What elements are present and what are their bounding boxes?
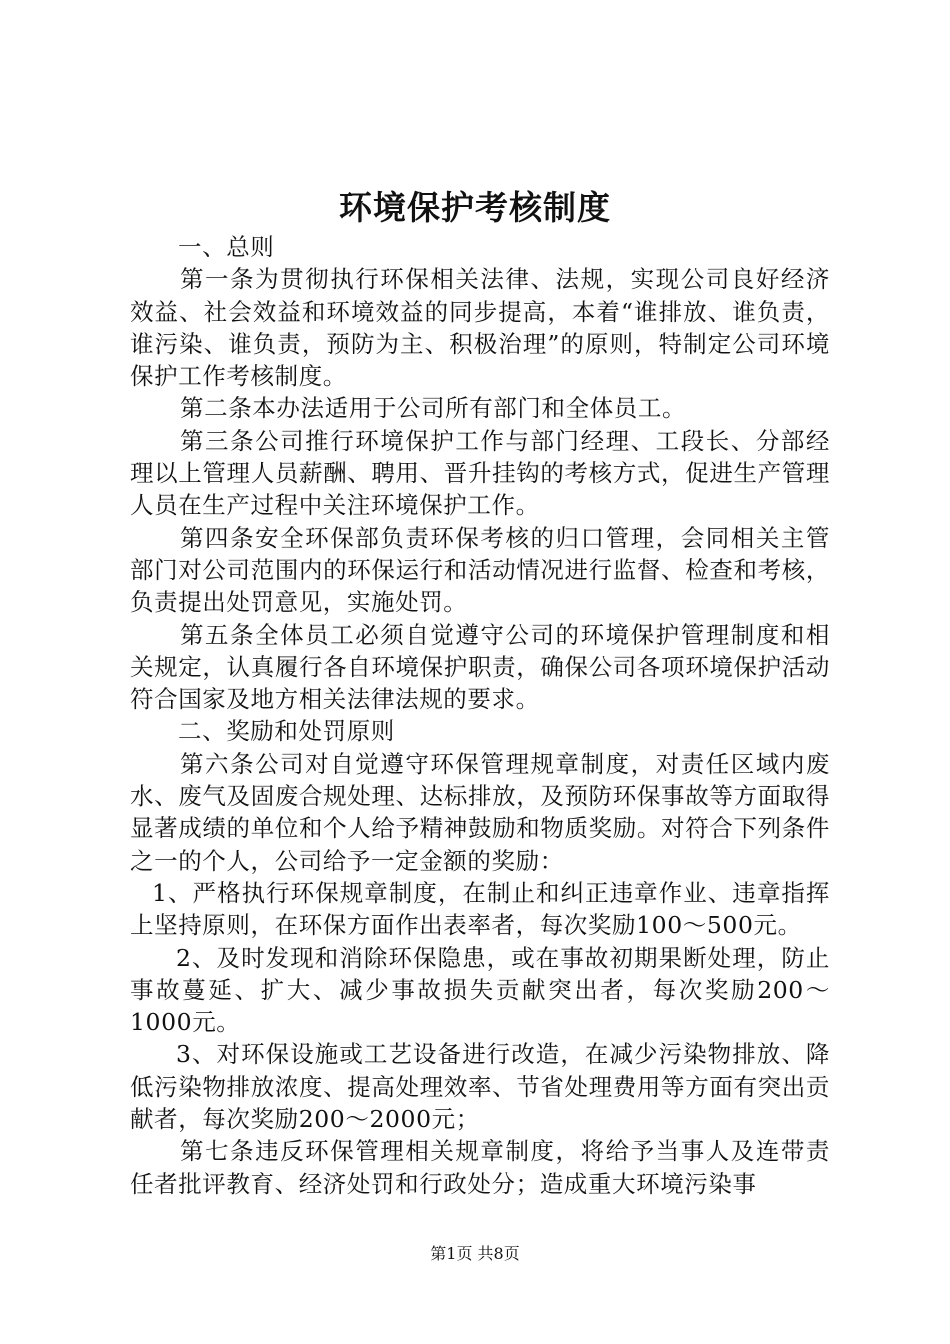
section-heading-rewards: 二、奖励和处罚原则: [178, 717, 395, 746]
article-5: 第五条全体员工必须自觉遵守公司的环境保护管理制度和相关规定，认真履行各自环境保护职责，确保公司各项环境保护活动符合国家及地方相关法律法规的要求。: [130, 620, 830, 714]
section-heading-general: 一、总则: [178, 233, 275, 261]
article-4: 第四条安全环保部负责环保考核的归口管理，会同相关主管部门对公司范围内的环保运行和活动情况进行监督、检查和考核，负责提出处罚意见，实施处罚。: [130, 523, 830, 617]
page-footer: 第1页 共8页: [430, 1244, 520, 1263]
document-title: 环境保护考核制度: [339, 188, 611, 227]
article-2: 第二条本办法适用于公司所有部门和全体员工。: [180, 394, 687, 423]
document-body: [130, 231, 830, 1200]
article-6: 第六条公司对自觉遵守环保管理规章制度，对责任区域内废水、废气及固废合规处理、达标排放，及预防环保事故等方面取得显著成绩的单位和个人给予精神鼓励和物质奖励。对符合下列条件之一的个人，公司给予一定金额的奖励：: [130, 749, 830, 875]
article-3: 第三条公司推行环境保护工作与部门经理、工段长、分部经理以上管理人员薪酬、聘用、晋升挂钩的考核方式，促进生产管理人员在生产过程中关注环境保护工作。: [130, 426, 830, 520]
article-1: 第一条为贯彻执行环保相关法律、法规，实现公司良好经济效益、社会效益和环境效益的同步提高，本着“谁排放、谁负责，谁污染、谁负责，预防为主、积极治理”的原则，特制定公司环境保护工作考核制度。: [130, 265, 830, 391]
article-7: 第七条违反环保管理相关规章制度，将给予当事人及连带责任者批评教育、经济处罚和行政处分；造成重大环境污染事: [130, 1137, 830, 1198]
reward-item-1: 1、严格执行环保规章制度，在制止和纠正违章作业、违章指挥上坚持原则，在环保方面作出表率者，每次奖励100～500元。: [130, 878, 830, 940]
reward-item-2: 2、及时发现和消除环保隐患，或在事故初期果断处理，防止事故蔓延、扩大、减少事故损失贡献突出者，每次奖励200～1000元。: [130, 943, 830, 1037]
reward-item-3: 3、对环保设施或工艺设备进行改造，在减少污染物排放、降低污染物排放浓度、提高处理效率、节省处理费用等方面有突出贡献者，每次奖励200～2000元；: [130, 1040, 830, 1134]
